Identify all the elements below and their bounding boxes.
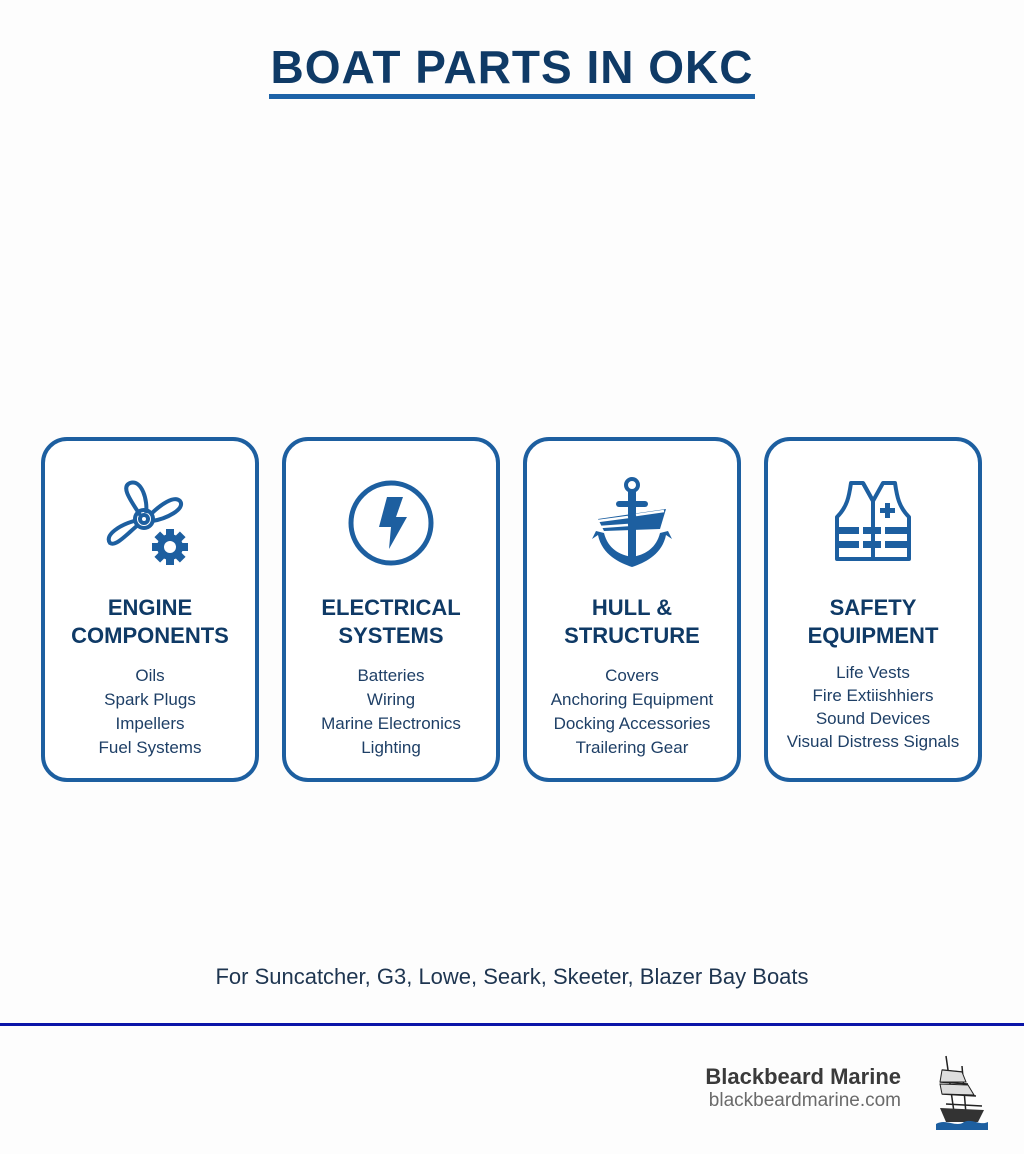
list-item: Anchoring Equipment [550,690,714,709]
heading-line: SAFETY [829,595,917,620]
page-title-wrap [0,40,1024,99]
list-item: Oils [135,666,165,685]
list-item: Marine Electronics [321,714,461,733]
page-title: BOAT PARTS IN OKC [269,40,756,99]
brand-url: blackbeardmarine.com [708,1090,901,1111]
list-item: Sound Devices [815,709,931,728]
list-item: Docking Accessories [553,714,711,733]
card-heading [768,594,978,650]
list-item: Spark Plugs [104,690,196,709]
card-electrical-systems [282,437,500,782]
card-engine-components [41,437,259,782]
card-heading [286,594,496,650]
brand-name: Blackbeard Marine [705,1064,901,1089]
lightning-bolt-icon [343,477,439,573]
card-items [527,664,737,760]
brand-block [705,1064,901,1112]
card-items [768,661,978,753]
list-item: Wiring [366,690,416,709]
life-vest-icon [825,477,921,573]
card-safety-equipment [764,437,982,782]
list-item: Covers [605,666,659,685]
list-item: Trailering Gear [575,738,689,757]
heading-line: SYSTEMS [338,623,444,648]
card-heading [527,594,737,650]
heading-line: HULL & [591,595,673,620]
heading-line: ENGINE [107,595,193,620]
card-heading [45,594,255,650]
list-item: Fuel Systems [98,738,202,757]
list-item: Batteries [357,666,425,685]
list-item: Life Vests [836,663,910,682]
anchor-boat-icon [584,477,680,573]
heading-line: EQUIPMENT [807,623,939,648]
heading-line: ELECTRICAL [321,595,461,620]
list-item: Fire Extiishhiers [812,686,934,705]
heading-line: STRUCTURE [564,623,700,648]
card-items [45,664,255,760]
card-items [286,664,496,760]
tagline: For Suncatcher, G3, Lowe, Seark, Skeeter, Blazer Bay Boats [215,964,809,989]
card-hull-structure [523,437,741,782]
divider [0,1023,1024,1026]
heading-line: COMPONENTS [71,623,229,648]
list-item: Lighting [361,738,421,757]
propeller-gear-icon [102,477,198,573]
pirate-ship-logo-icon [932,1052,992,1132]
list-item: Impellers [115,714,185,733]
list-item: Visual Distress Signals [786,732,960,751]
